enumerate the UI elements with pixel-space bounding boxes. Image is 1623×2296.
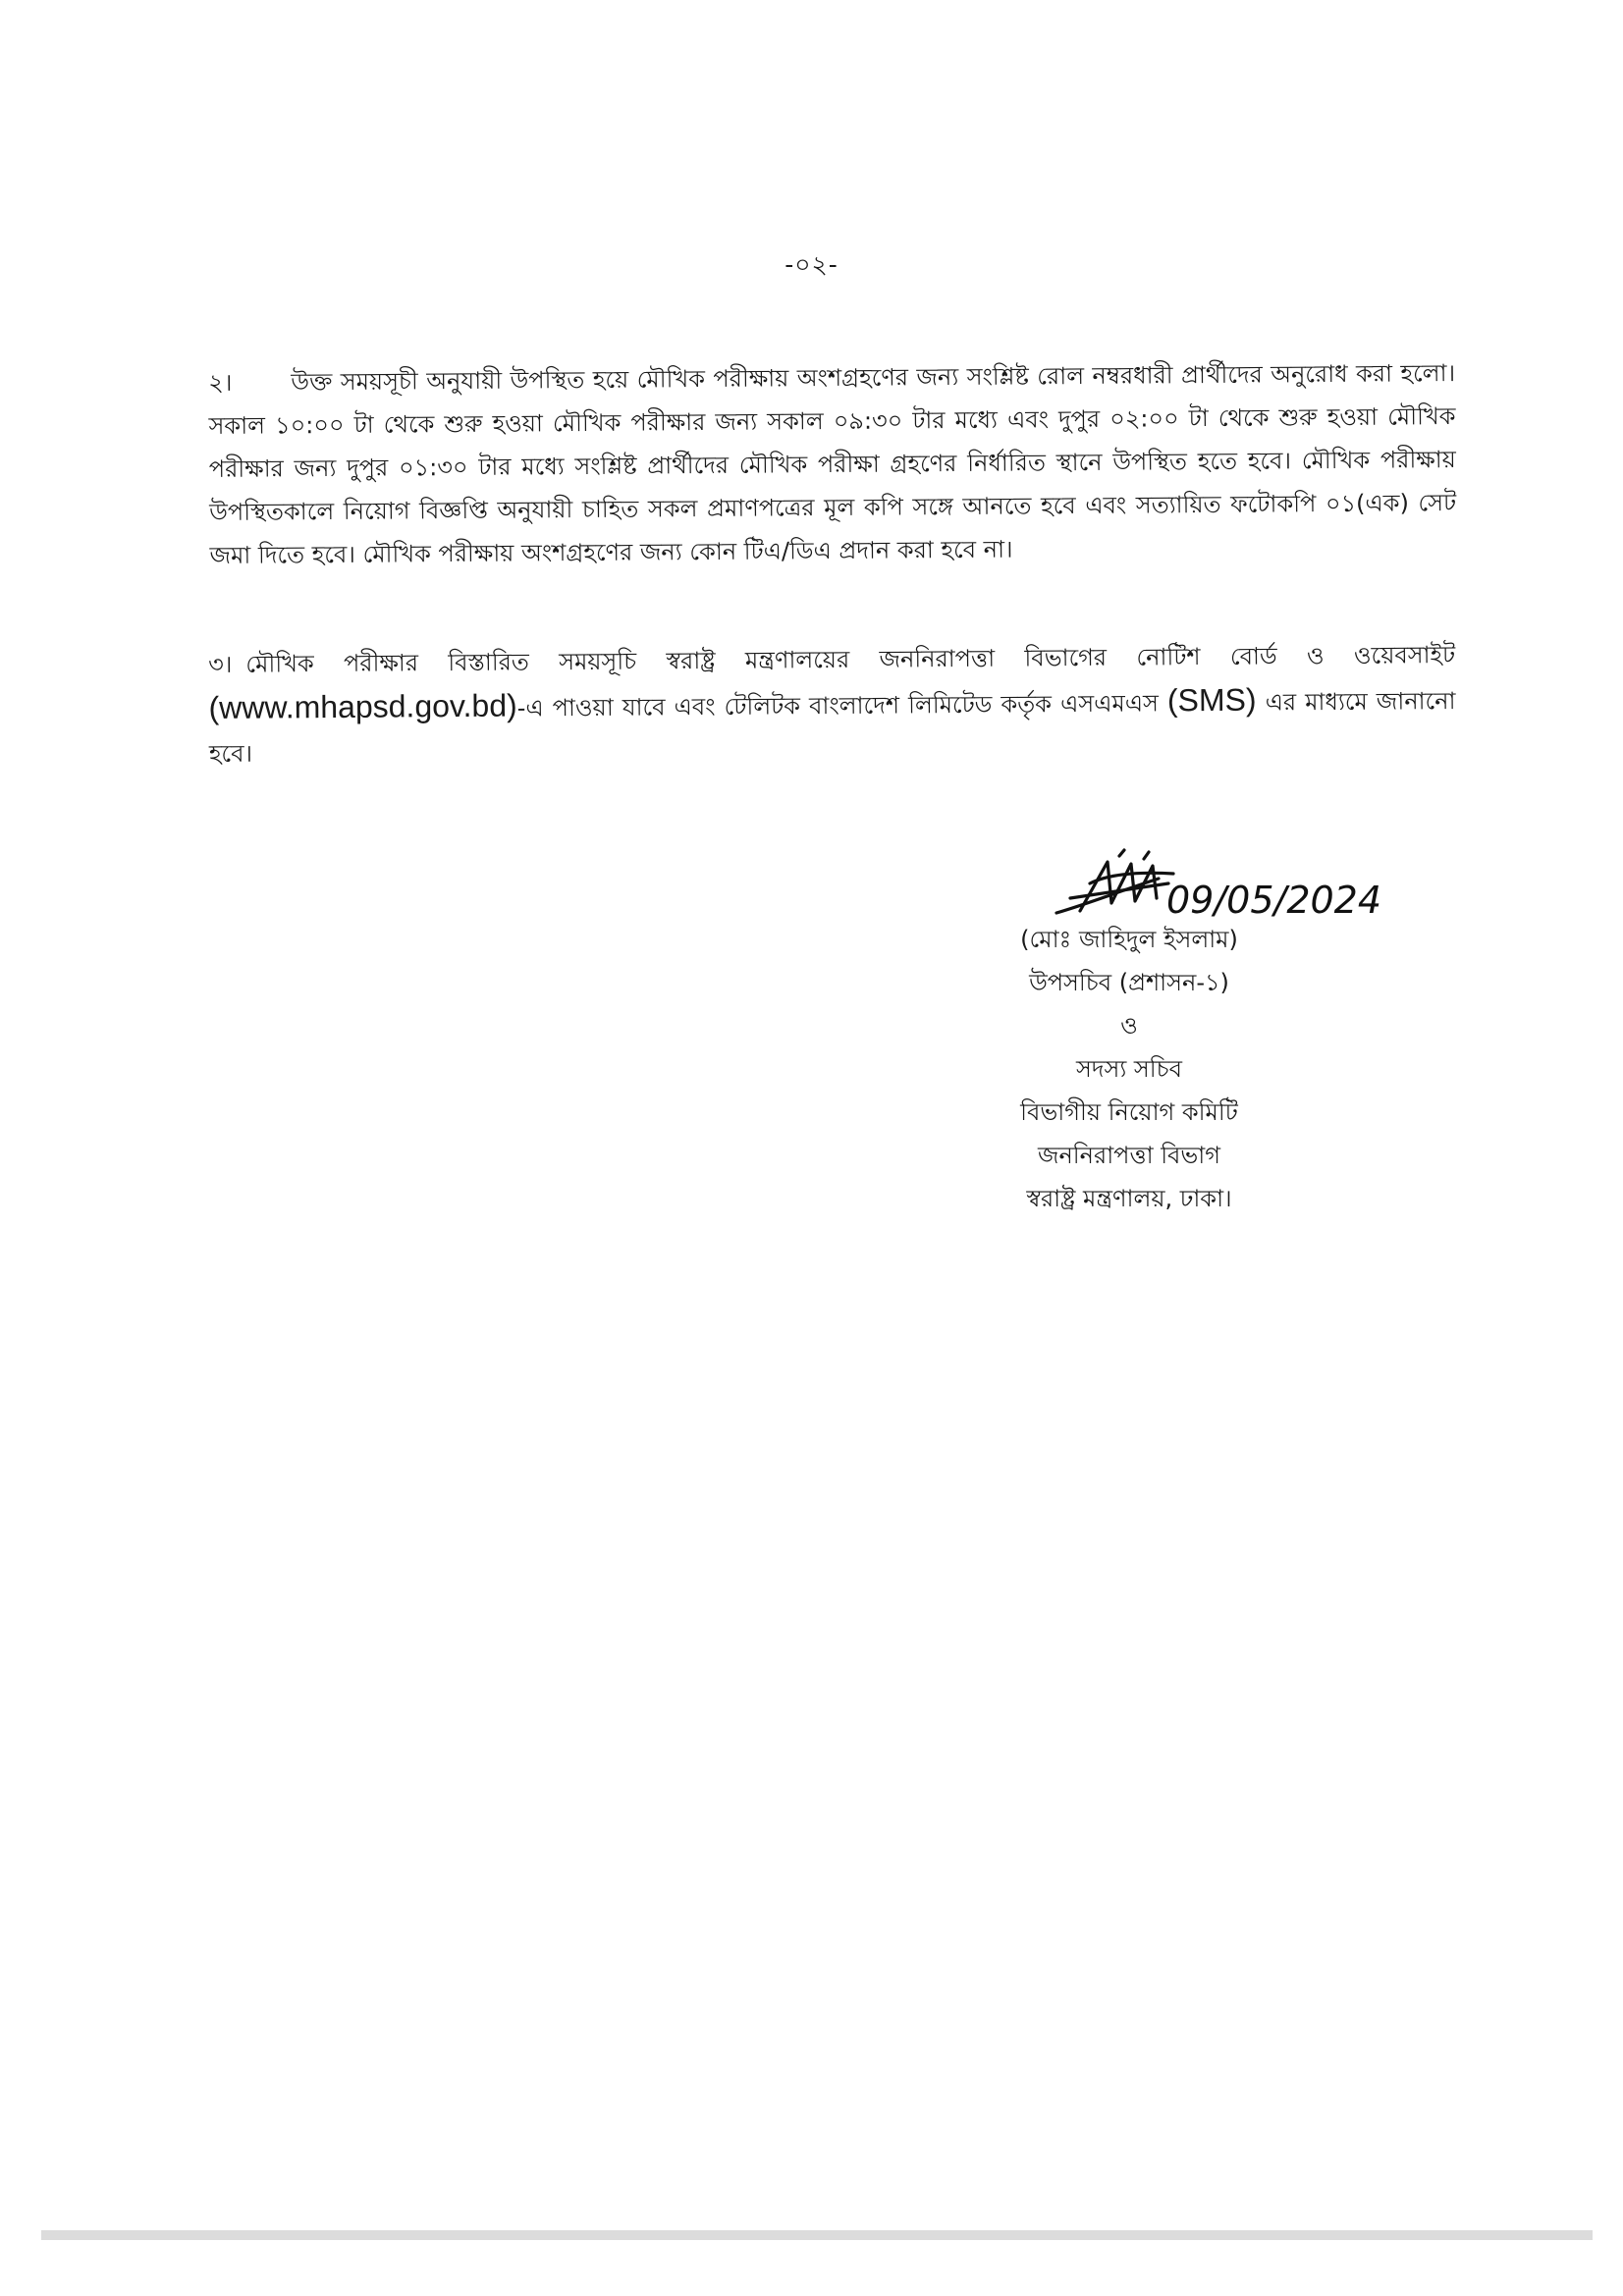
signatory-name: (মোঃ জাহিদুল ইসলাম) — [1020, 926, 1238, 953]
paragraph-2-number: ২। — [208, 368, 233, 397]
signatory-committee: বিভাগীয় নিয়োগ কমিটি — [1020, 1098, 1238, 1126]
website-url: (www.mhapsd.gov.bd) — [208, 687, 517, 725]
paragraph-3 — [208, 633, 1456, 775]
page-number: -০২- — [784, 250, 839, 279]
signatory-ministry: স্বরাষ্ট্র মন্ত্রণালয়, ঢাকা। — [1026, 1185, 1232, 1212]
signatory-conjunction: ও — [1120, 1012, 1138, 1040]
paragraph-3-text-after: -এ পাওয়া যাবে এবং টেলিটক বাংলাদেশ লিমিটেড কর্তৃক এসএমএস — [516, 689, 1159, 722]
signature-block — [943, 834, 1453, 1227]
sms-label: (SMS) — [1166, 681, 1257, 719]
signatory-designation: উপসচিব (প্রশাসন-১) — [1029, 969, 1229, 996]
paragraph-2 — [208, 351, 1457, 577]
paragraph-2-text: উক্ত সময়সূচী অনুযায়ী উপস্থিত হয়ে মৌখিক পরীক্ষায় অংশগ্রহণের জন্য সংশ্লিষ্ট রোল নম্বরধারী প্রার্থীদের অনুরোধ করা হলো। সকাল ১০:০০ টা থেকে শুরু হওয়া মৌখিক পরীক্ষার জন্য সকাল ০৯:৩০ টার মধ্যে এবং দুপুর ০২:০০ টা থেকে শুরু হওয়া মৌখিক পরীক্ষার জন্য দুপুর ০১:৩০ টার মধ্যে সংশ্লিষ্ট প্রার্থীদের মৌখিক পরীক্ষা গ্রহণের নির্ধারিত স্থানে উপস্থিত হতে হবে। মৌখিক পরীক্ষায় উপস্থিতকালে নিয়োগ বিজ্ঞপ্তি অনুযায়ী চাহিত সকল প্রমাণপত্রের মূল কপি সঙ্গে আনতে হবে এবং সত্যায়িত ফটোকপি ০১(এক) সেট জমা দিতে হবে। মৌখিক পরীক্ষায় অংশগ্রহণের জন্য কোন টিএ/ডিএ প্রদান করা হবে না। — [208, 359, 1457, 569]
signatory-division: জননিরাপত্তা বিভাগ — [1038, 1142, 1220, 1169]
paragraph-3-text-before: মৌখিক পরীক্ষার বিস্তারিত সময়সূচি স্বরাষ্ট্র মন্ত্রণালয়ের জননিরাপত্তা বিভাগের নোটিশ বোর্ড ও ওয়েবসাইট — [245, 641, 1456, 678]
signature-date: 09/05/2024 — [1166, 879, 1382, 922]
page-bottom-edge — [41, 2230, 1593, 2240]
signatory-role: সদস্য সচিব — [1076, 1055, 1182, 1083]
paragraph-3-text-end: এর মাধ্যমে জানানো হবে। — [208, 687, 1456, 768]
signatory-details — [943, 918, 1316, 1220]
paragraph-3-number: ৩। — [208, 650, 233, 678]
